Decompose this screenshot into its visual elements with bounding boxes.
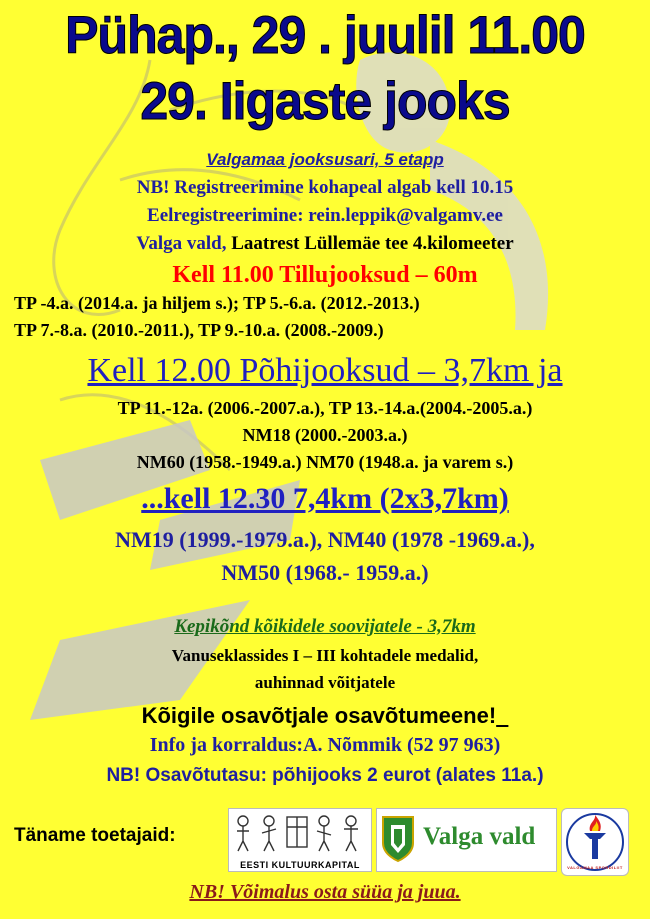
main-groups-3: NM60 (1958.-1949.a.) NM70 (1948.a. ja varem s.) [136,452,514,472]
valga-vald-logo [376,808,557,872]
valga-vald-name: Valga vald [423,823,536,850]
main-run-title: Kell 12.00 Põhijooksud – 3,7km ja [87,352,563,389]
walk-title: Kepikõnd kõikidele soovijatele - 3,7km [174,616,476,637]
main-groups-1: TP 11.-12a. (2006.-2007.a.), TP 13.-14.a.(2004.-2005.a.) [117,398,533,418]
long-run-title: ...kell 12.30 7,4km (2x3,7km) [141,482,509,515]
food-note: NB! Võimalus osta süüa ja juua. [189,881,461,903]
info-contact: Info ja korraldus:A. Nõmmik (52 97 963) [149,734,501,756]
kultuurkapital-name: EESTI KULTUURKAPITAL [240,860,360,870]
title-event: 29. Iigaste jooks [140,71,510,131]
valga-coat-of-arms-icon [381,815,415,863]
location-municipality: Valga vald, [136,233,227,254]
location [0,233,650,255]
medals-line-2: auhinnad võitjatele [254,673,396,692]
medals-line-1: Vanuseklassides I – III kohtadele medalid, [171,646,479,665]
sponsors-thanks: Täname toetajaid: [14,825,176,846]
title-date: Pühap., 29 . juulil 11.00 [65,5,585,65]
kids-groups-2: TP 7.-8.a. (2010.-2011.), TP 9.-10.a. (2008.-2009.) [14,320,384,340]
kids-run-title: Kell 11.00 Tillujooksud – 60m [172,262,478,288]
long-groups-2: NM50 (1968.- 1959.a.) [221,560,429,585]
souvenir-text: Kõigile osavõtjale osavõtumeene! [141,703,497,728]
kultuurkapital-logo [228,808,372,872]
location-place: Laatrest Lüllemäe tee 4.kilomeeter [226,233,514,254]
valgamaa-spordiliit-logo [561,808,629,876]
long-groups-1: NM19 (1999.-1979.a.), NM40 (1978 -1969.a.), [115,527,535,552]
souvenir-note [0,703,650,729]
spordiliit-name: VALGAMAA SPORDILIIT [567,865,623,870]
series-title: Valgamaa jooksusari, 5 etapp [206,150,444,169]
participation-fee: NB! Osavõtutasu: põhijooks 2 eurot (alates 11a.) [106,765,544,786]
main-groups-2: NM18 (2000.-2003.a.) [242,425,408,445]
kultuurkapital-figures-icon [229,809,371,855]
preregistration-email: Eelregistreerimine: rein.leppik@valgamv.ee [147,205,503,226]
kids-groups-1: TP -4.a. (2014.a. ja hiljem s.); TP 5.-6.a. (2012.-2013.) [14,293,420,313]
registration-note: NB! Registreerimine kohapeal algab kell 10.15 [136,177,514,198]
